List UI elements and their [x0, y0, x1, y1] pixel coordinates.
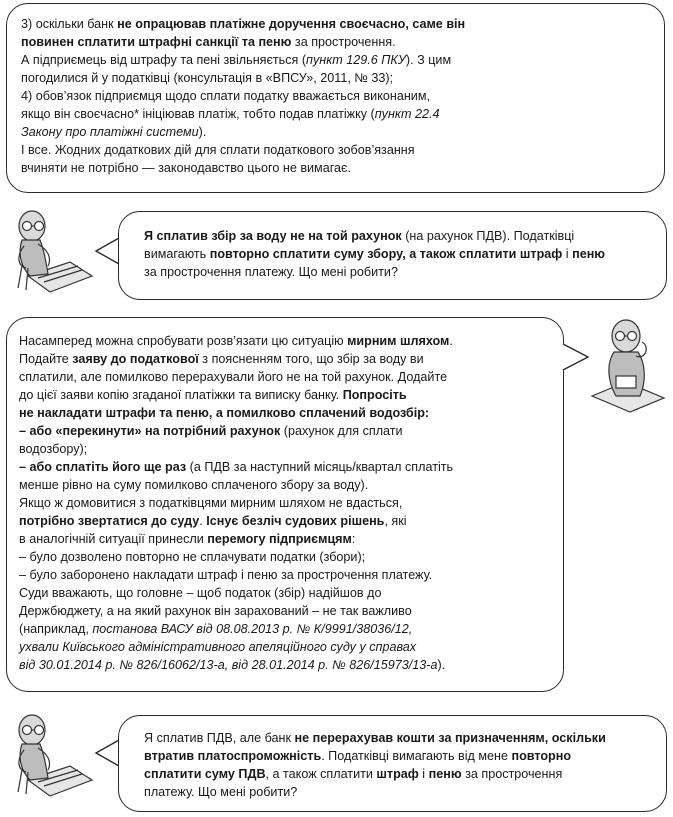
text-line: за прострочення платежу. Що мені робити?: [144, 265, 398, 279]
text: 3) оскільки банк: [21, 17, 118, 31]
bold-text: повторно: [511, 749, 572, 763]
text-line: І все. Жодних додаткових дій для сплати податкового зобов’язання: [21, 143, 415, 157]
italic-reference: від 30.01.2014 р. № 826/16062/13-а, від 28.01.2014 р. № 826/15973/13-а: [19, 658, 438, 672]
text-line: 4) обов’язок підприємця щодо сплати податку вважається виконаним,: [21, 89, 430, 103]
consultant-illustration: [586, 316, 668, 416]
text: до цієї заяви копію згаданої платіжки та виписку банку.: [19, 388, 343, 402]
text-line: [19, 620, 553, 638]
text-line: Суди вважають, що головне – щоб податок (збір) надійшов до: [19, 586, 382, 600]
text-line: [19, 512, 553, 530]
bold-text: не накладати штрафи та пеню, а помилково сплачений водозбір:: [19, 406, 430, 420]
text: і: [418, 767, 429, 781]
answer-bubble-2: [6, 317, 564, 692]
text: якщо він своєчасно* ініціював платіж, тобто подав платіжку (: [21, 107, 375, 121]
text-line: [19, 656, 553, 674]
text-line: [21, 33, 634, 51]
text-line: Якщо ж домовитися з податківцями мирним шляхом не вдасться,: [19, 496, 403, 510]
text: за прострочення: [461, 767, 563, 781]
text: .: [449, 334, 453, 348]
text-line: погодилися й у податківці (консультація в «ВПСУ», 2011, № 33);: [21, 71, 394, 85]
text: ).: [437, 658, 446, 672]
italic-reference: ухвали Київського адміністративного апеляційного суду у справах: [19, 640, 417, 654]
text-line: [19, 404, 553, 422]
text: Подайте: [19, 352, 73, 366]
bold-text: не опрацював платіжне доручення своєчасно, саме він: [117, 17, 466, 31]
bold-text: повторно сплатити суму збору, а також сплатити штраф: [209, 247, 563, 261]
italic-reference: пункт 22.4: [374, 107, 440, 121]
bold-text: – або «перекинути» на потрібний рахунок: [19, 424, 281, 438]
thinking-person-illustration: [8, 710, 100, 802]
text: (на рахунок ПДВ). Податківці: [401, 229, 575, 243]
bold-text: Існує безліч судових рішень: [206, 514, 385, 528]
bold-text: заяву до податкової: [72, 352, 199, 366]
bold-text: сплатити суму ПДВ: [144, 767, 266, 781]
bold-text: не перерахував кошти за призначенням, оскільки: [294, 731, 606, 745]
text-line: [19, 332, 553, 350]
text: Я сплатив ПДВ, але банк: [144, 731, 295, 745]
thinking-person-illustration: [8, 206, 100, 298]
bold-text: втратив платоспроможність: [144, 749, 322, 763]
text-line: [19, 386, 553, 404]
text: і: [562, 247, 573, 261]
text: з поясненням того, що збір за воду ви: [198, 352, 424, 366]
text: , які: [384, 514, 407, 528]
bold-text: потрібно звертатися до суду: [19, 514, 200, 528]
text-line: водозбору);: [19, 442, 88, 456]
text-line: [21, 51, 634, 69]
bold-text: мирним шляхом: [347, 334, 450, 348]
bold-text: пеню: [428, 767, 462, 781]
text: (а ПДВ за наступний місяць/квартал сплатіть: [186, 460, 454, 474]
text: (рахунок для сплати: [280, 424, 403, 438]
text-line: [144, 245, 654, 263]
text: . Податківці вимагають від мене: [321, 749, 512, 763]
text-line: [144, 765, 654, 783]
text-line: – було заборонено накладати штраф і пеню за прострочення платежу.: [19, 568, 433, 582]
text: , а також сплатити: [265, 767, 377, 781]
text: .: [199, 514, 207, 528]
text-line: [144, 747, 654, 765]
text-line: вчиняти не потрібно — законодавство цього не вимагає.: [21, 161, 351, 175]
text: ).: [198, 125, 207, 139]
italic-reference: Закону про платіжні системи: [21, 125, 199, 139]
bold-text: пеню: [572, 247, 606, 261]
text-line: – було дозволено повторно не сплачувати податки (збори);: [19, 550, 366, 564]
text: в аналогічній ситуації принесли: [19, 532, 208, 546]
text: :: [351, 532, 356, 546]
text: за прострочення.: [291, 35, 396, 49]
text-line: [144, 729, 654, 747]
bold-text: – або сплатіть його ще раз: [19, 460, 187, 474]
bold-text: Попросіть: [342, 388, 407, 402]
text-line: платежу. Що мені робити?: [144, 785, 298, 799]
text-line: [144, 227, 654, 245]
question-bubble-2: [118, 715, 667, 812]
text-line: сплатили, але помилково перерахували його не на той рахунок. Додайте: [19, 370, 448, 384]
text-line: менше рівно на суму помилково сплаченого збору за воду).: [19, 478, 369, 492]
text-line: [19, 458, 553, 476]
text: (наприклад,: [19, 622, 93, 636]
text: Насамперед можна спробувати розв’язати цю ситуацію: [19, 334, 348, 348]
bold-text: Я сплатив збір за воду не на той рахунок: [144, 229, 402, 243]
question-bubble-1: [118, 211, 667, 300]
text-line: [19, 638, 553, 656]
text-line: [19, 422, 553, 440]
text-line: [21, 105, 634, 123]
bold-text: штраф: [376, 767, 419, 781]
text: А підприємець від штрафу та пені звільняється (: [21, 53, 307, 67]
text-line: [19, 530, 553, 548]
text-line: [21, 123, 634, 141]
italic-reference: постанова ВАСУ від 08.08.2013 р. № К/9991/38036/12,: [92, 622, 413, 636]
bold-text: перемогу підприємцям: [207, 532, 352, 546]
text: вимагають: [144, 247, 210, 261]
text: ). З цим: [405, 53, 452, 67]
italic-reference: пункт 129.6 ПКУ: [306, 53, 406, 67]
text-line: [19, 350, 553, 368]
text-line: Держбюджету, а на який рахунок він зарахований – не так важливо: [19, 604, 412, 618]
answer-bubble-1: [6, 3, 665, 193]
bold-text: повинен сплатити штрафні санкції та пеню: [21, 35, 292, 49]
text-line: [21, 15, 634, 33]
